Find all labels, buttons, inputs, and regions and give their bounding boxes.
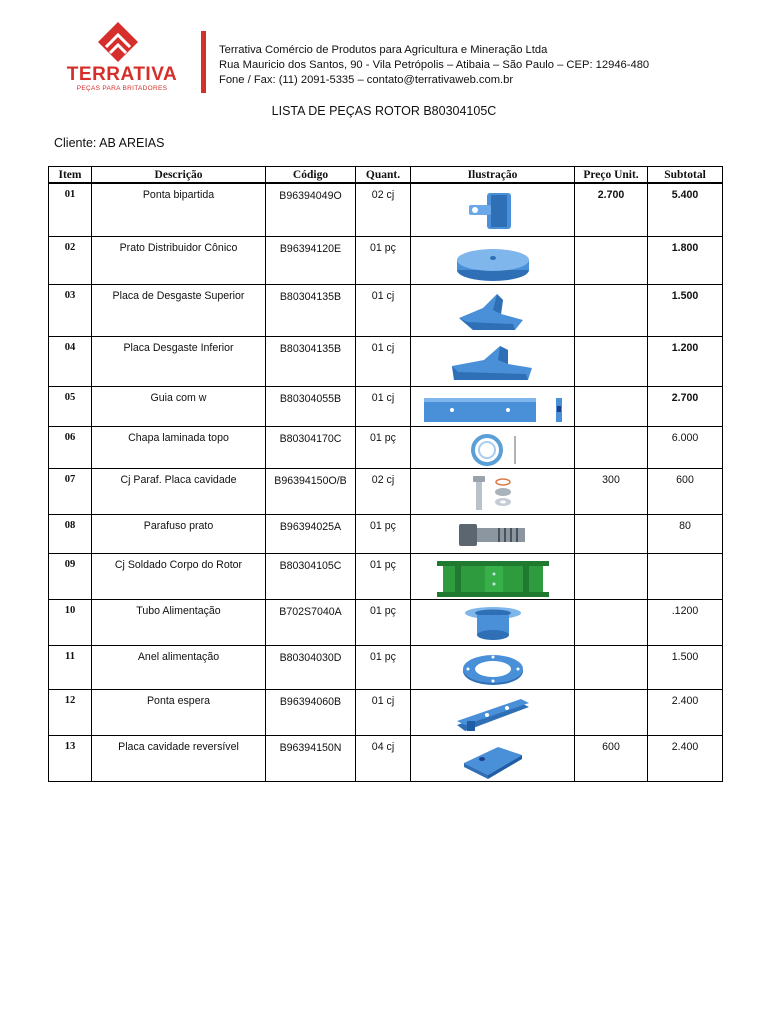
cell-subtotal: 1.500 bbox=[648, 645, 723, 689]
cell-item: 05 bbox=[49, 386, 92, 426]
cell-preco bbox=[575, 336, 648, 386]
cell-ilustracao bbox=[411, 336, 575, 386]
cell-quant: 02 cj bbox=[356, 183, 411, 236]
cell-codigo: B702S7040A bbox=[266, 599, 356, 645]
cell-subtotal: 1.800 bbox=[648, 236, 723, 284]
header-divider bbox=[201, 31, 206, 93]
table-row bbox=[49, 599, 723, 645]
terrativa-logo-icon bbox=[96, 20, 140, 64]
table-row bbox=[49, 426, 723, 468]
col-header-item: Item bbox=[49, 167, 92, 184]
cell-quant: 01 pç bbox=[356, 599, 411, 645]
company-address: Rua Mauricio dos Santos, 90 - Vila Petrópolis – Atibaia – São Paulo – CEP: 12946-480 bbox=[219, 58, 650, 71]
table-row bbox=[49, 645, 723, 689]
cell-descricao: Parafuso prato bbox=[92, 514, 266, 553]
cell-subtotal bbox=[648, 553, 723, 599]
cell-item: 01 bbox=[49, 183, 92, 236]
cell-quant: 01 cj bbox=[356, 284, 411, 336]
cell-subtotal: 80 bbox=[648, 514, 723, 553]
parts-table bbox=[48, 166, 723, 782]
cell-ilustracao bbox=[411, 236, 575, 284]
col-header-subtotal: Subtotal bbox=[648, 167, 723, 184]
cell-codigo: B96394150N bbox=[266, 735, 356, 781]
cell-descricao: Placa de Desgaste Superior bbox=[92, 284, 266, 336]
cell-descricao: Ponta espera bbox=[92, 689, 266, 735]
table-row bbox=[49, 386, 723, 426]
cell-preco bbox=[575, 645, 648, 689]
cell-subtotal: 2.400 bbox=[648, 689, 723, 735]
cell-codigo: B96394049O bbox=[266, 183, 356, 236]
client-name: Cliente: AB AREIAS bbox=[54, 136, 165, 150]
cell-subtotal: 1.200 bbox=[648, 336, 723, 386]
table-row bbox=[49, 284, 723, 336]
cell-subtotal: 600 bbox=[648, 468, 723, 514]
cell-descricao: Chapa laminada topo bbox=[92, 426, 266, 468]
table-row bbox=[49, 553, 723, 599]
table-row bbox=[49, 468, 723, 514]
cell-preco bbox=[575, 426, 648, 468]
cell-ilustracao bbox=[411, 426, 575, 468]
cell-ilustracao bbox=[411, 599, 575, 645]
cell-ilustracao bbox=[411, 514, 575, 553]
cell-preco bbox=[575, 689, 648, 735]
cell-item: 06 bbox=[49, 426, 92, 468]
cell-codigo: B80304135B bbox=[266, 336, 356, 386]
wear-plate-upper-icon bbox=[453, 290, 533, 336]
table-row bbox=[49, 336, 723, 386]
cell-ilustracao bbox=[411, 284, 575, 336]
cell-quant: 01 pç bbox=[356, 645, 411, 689]
cell-subtotal: .1200 bbox=[648, 599, 723, 645]
cell-ilustracao bbox=[411, 689, 575, 735]
cell-preco: 2.700 bbox=[575, 183, 648, 236]
cell-ilustracao bbox=[411, 553, 575, 599]
cell-item: 03 bbox=[49, 284, 92, 336]
feed-tube-icon bbox=[458, 605, 528, 645]
cell-ilustracao bbox=[411, 735, 575, 781]
cavity-plate-icon bbox=[458, 741, 528, 781]
cell-ilustracao bbox=[411, 183, 575, 236]
cell-descricao: Ponta bipartida bbox=[92, 183, 266, 236]
guide-bar-icon bbox=[418, 392, 568, 426]
table-header-row bbox=[49, 167, 723, 184]
cell-quant: 04 cj bbox=[356, 735, 411, 781]
cell-item: 07 bbox=[49, 468, 92, 514]
laminated-ring-icon bbox=[463, 432, 523, 468]
cell-preco: 600 bbox=[575, 735, 648, 781]
cell-item: 08 bbox=[49, 514, 92, 553]
cell-quant: 01 cj bbox=[356, 386, 411, 426]
cell-ilustracao bbox=[411, 386, 575, 426]
cell-quant: 01 pç bbox=[356, 236, 411, 284]
cell-ilustracao bbox=[411, 468, 575, 514]
table-row bbox=[49, 236, 723, 284]
cell-codigo: B80304105C bbox=[266, 553, 356, 599]
cell-item: 12 bbox=[49, 689, 92, 735]
col-header-preco: Preço Unit. bbox=[575, 167, 648, 184]
cell-descricao: Cj Soldado Corpo do Rotor bbox=[92, 553, 266, 599]
cell-descricao: Prato Distribuidor Cônico bbox=[92, 236, 266, 284]
company-logo bbox=[52, 20, 192, 92]
cell-item: 11 bbox=[49, 645, 92, 689]
cell-preco bbox=[575, 553, 648, 599]
clamp-tip-icon bbox=[463, 189, 523, 233]
col-header-ilustracao: Ilustração bbox=[411, 167, 575, 184]
cell-preco bbox=[575, 386, 648, 426]
cell-codigo: B80304170C bbox=[266, 426, 356, 468]
cell-preco bbox=[575, 236, 648, 284]
logo-tagline: PEÇAS PARA BRITADORES bbox=[76, 85, 168, 92]
conical-plate-icon bbox=[453, 242, 533, 284]
feed-ring-icon bbox=[458, 651, 528, 689]
cell-codigo: B96394120E bbox=[266, 236, 356, 284]
col-header-quant: Quant. bbox=[356, 167, 411, 184]
cell-quant: 02 cj bbox=[356, 468, 411, 514]
cell-preco bbox=[575, 284, 648, 336]
cell-preco: 300 bbox=[575, 468, 648, 514]
cell-item: 13 bbox=[49, 735, 92, 781]
table-row bbox=[49, 514, 723, 553]
cell-codigo: B96394025A bbox=[266, 514, 356, 553]
cell-quant: 01 cj bbox=[356, 689, 411, 735]
screw-icon bbox=[453, 520, 533, 550]
cell-quant: 01 pç bbox=[356, 553, 411, 599]
cell-quant: 01 pç bbox=[356, 426, 411, 468]
cell-item: 10 bbox=[49, 599, 92, 645]
col-header-descricao: Descrição bbox=[92, 167, 266, 184]
cell-codigo: B80304135B bbox=[266, 284, 356, 336]
table-row bbox=[49, 183, 723, 236]
cell-subtotal: 2.700 bbox=[648, 386, 723, 426]
cell-descricao: Cj Paraf. Placa cavidade bbox=[92, 468, 266, 514]
cell-codigo: B80304055B bbox=[266, 386, 356, 426]
logo-wordmark: TERRATIVA bbox=[66, 64, 178, 85]
cell-quant: 01 cj bbox=[356, 336, 411, 386]
cell-subtotal: 5.400 bbox=[648, 183, 723, 236]
company-contact: Fone / Fax: (11) 2091-5335 – contato@terrativaweb.com.br bbox=[219, 73, 514, 86]
cell-codigo: B80304030D bbox=[266, 645, 356, 689]
cell-codigo: B96394150O/B bbox=[266, 468, 356, 514]
bolt-set-icon bbox=[463, 474, 523, 514]
cell-codigo: B96394060B bbox=[266, 689, 356, 735]
cell-descricao: Placa Desgaste Inferior bbox=[92, 336, 266, 386]
company-info bbox=[219, 43, 649, 87]
col-header-codigo: Código bbox=[266, 167, 356, 184]
company-name: Terrativa Comércio de Produtos para Agricultura e Mineração Ltda bbox=[219, 44, 548, 56]
cell-quant: 01 pç bbox=[356, 514, 411, 553]
cell-ilustracao bbox=[411, 645, 575, 689]
cell-preco bbox=[575, 514, 648, 553]
rotor-body-icon bbox=[435, 559, 551, 599]
cell-item: 02 bbox=[49, 236, 92, 284]
wear-plate-lower-icon bbox=[448, 342, 538, 386]
cell-subtotal: 2.400 bbox=[648, 735, 723, 781]
table-row bbox=[49, 689, 723, 735]
waiting-tip-icon bbox=[453, 695, 533, 735]
cell-descricao: Guia com w bbox=[92, 386, 266, 426]
cell-subtotal: 1.500 bbox=[648, 284, 723, 336]
cell-descricao: Placa cavidade reversível bbox=[92, 735, 266, 781]
cell-descricao: Tubo Alimentação bbox=[92, 599, 266, 645]
document-title: LISTA DE PEÇAS ROTOR B80304105C bbox=[271, 104, 497, 118]
cell-descricao: Anel alimentação bbox=[92, 645, 266, 689]
cell-item: 04 bbox=[49, 336, 92, 386]
table-row bbox=[49, 735, 723, 781]
cell-preco bbox=[575, 599, 648, 645]
cell-subtotal: 6.000 bbox=[648, 426, 723, 468]
cell-item: 09 bbox=[49, 553, 92, 599]
